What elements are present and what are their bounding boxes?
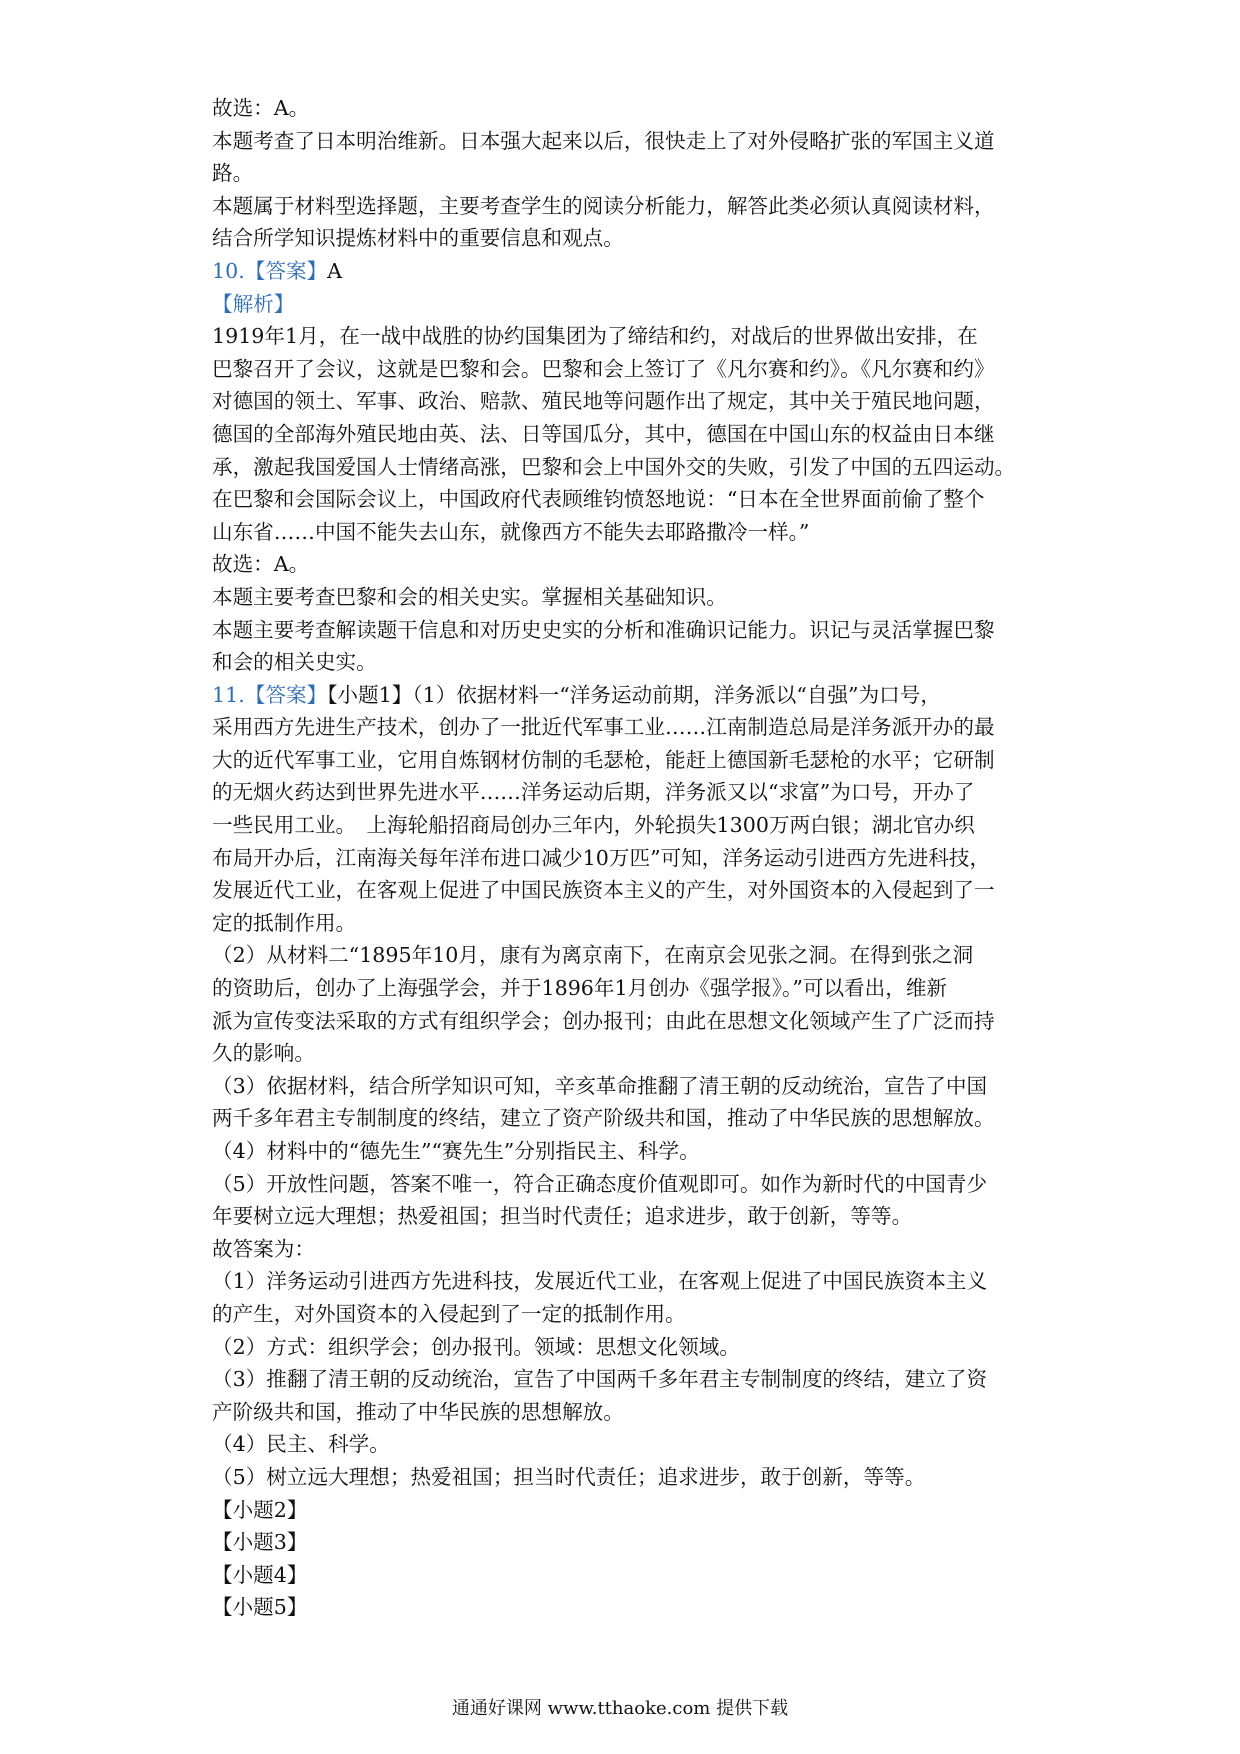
line-text: 本题考查了日本明治维新。日本强大起来以后，很快走上了对外侵略扩张的军国主义道	[212, 128, 995, 153]
text-line	[212, 1428, 1044, 1461]
text-line	[212, 744, 1044, 777]
text-line	[212, 679, 1044, 712]
text-line	[212, 1526, 1044, 1559]
text-line	[212, 353, 1044, 386]
text-line	[212, 1461, 1044, 1494]
text-line	[212, 776, 1044, 809]
line-text: 1919年1月，在一战中战胜的协约国集团为了缔结和约，对战后的世界做出安排，在	[212, 324, 978, 349]
text-line	[212, 1559, 1044, 1592]
text-line	[212, 320, 1044, 353]
line-text: （2）方式：组织学会；创办报刊。领域：思想文化领域。	[212, 1334, 740, 1359]
line-text: 【小题3】	[212, 1530, 308, 1555]
text-line	[212, 125, 1044, 158]
line-text: 巴黎召开了会议，这就是巴黎和会。巴黎和会上签订了《凡尔赛和约》。《凡尔赛和约》	[212, 356, 995, 381]
text-line	[212, 711, 1044, 744]
line-text: 故选：A。	[212, 552, 310, 577]
text-line	[212, 157, 1044, 190]
text-line	[212, 1037, 1044, 1070]
line-text: 在巴黎和会国际会议上，中国政府代表顾维钧愤怒地说：“日本在全世界面前偷了整个	[212, 487, 985, 512]
line-text: 本题属于材料型选择题，主要考查学生的阅读分析能力，解答此类必须认真阅读材料，	[212, 193, 995, 218]
text-line	[212, 92, 1044, 125]
line-text: 【小题5】	[212, 1595, 308, 1620]
answer-label: 10.【答案】	[212, 258, 328, 283]
text-line	[212, 1591, 1044, 1624]
line-text: 发展近代工业，在客观上促进了中国民族资本主义的产生，对外国资本的入侵起到了一	[212, 878, 995, 903]
line-text: 一些民用工业。 上海轮船招商局创办三年内，外轮损失1300万两白银；湖北官办织	[212, 813, 975, 838]
text-line	[212, 1135, 1044, 1168]
text-line	[212, 1363, 1044, 1396]
line-text: （1）洋务运动引进西方先进科技，发展近代工业，在客观上促进了中国民族资本主义	[212, 1269, 988, 1294]
text-line	[212, 1102, 1044, 1135]
line-text: 承，激起我国爱国人士情绪高涨，巴黎和会上中国外交的失败，引发了中国的五四运动。	[212, 454, 1016, 479]
line-text: （2）从材料二“1895年10月，康有为离京南下，在南京会见张之洞。在得到张之洞	[212, 943, 974, 968]
text-line	[212, 646, 1044, 679]
text-line	[212, 1005, 1044, 1038]
text-line	[212, 1331, 1044, 1364]
text-line	[212, 190, 1044, 223]
text-line	[212, 1168, 1044, 1201]
line-text: 定的抵制作用。	[212, 910, 357, 935]
line-text: 德国的全部海外殖民地由英、法、日等国瓜分，其中，德国在中国山东的权益由日本继	[212, 421, 995, 446]
line-text: （4）民主、科学。	[212, 1432, 390, 1457]
line-text: 采用西方先进生产技术，创办了一批近代军事工业……江南制造总局是洋务派开办的最	[212, 715, 995, 740]
line-text: （5）开放性问题，答案不唯一，符合正确态度价值观即可。如作为新时代的中国青少	[212, 1171, 988, 1196]
text-line	[212, 1396, 1044, 1429]
answer-content	[212, 92, 1044, 1624]
line-text: 结合所学知识提炼材料中的重要信息和观点。	[212, 226, 624, 251]
text-line	[212, 1265, 1044, 1298]
answer-label: 11.【答案】	[212, 682, 328, 707]
text-line	[212, 809, 1044, 842]
text-line	[212, 418, 1044, 451]
line-text: 年要树立远大理想；热爱祖国；担当时代责任；追求进步，敢于创新，等等。	[212, 1204, 913, 1229]
text-line	[212, 516, 1044, 549]
text-line	[212, 548, 1044, 581]
line-text: 本题主要考查巴黎和会的相关史实。掌握相关基础知识。	[212, 584, 727, 609]
line-text: 派为宣传变法采取的方式有组织学会；创办报刊；由此在思想文化领域产生了广泛而持	[212, 1008, 995, 1033]
text-line	[212, 483, 1044, 516]
text-line	[212, 1494, 1044, 1527]
line-text: 大的近代军事工业，它用自炼钢材仿制的毛瑟枪，能赶上德国新毛瑟枪的水平；它研制	[212, 747, 995, 772]
line-text: 布局开办后，江南海关每年洋布进口减少10万匹”可知，洋务运动引进西方先进科技，	[212, 845, 991, 870]
text-line	[212, 972, 1044, 1005]
text-line	[212, 907, 1044, 940]
text-line	[212, 255, 1044, 288]
text-line	[212, 451, 1044, 484]
line-text: （4）材料中的“德先生”“赛先生”分别指民主、科学。	[212, 1139, 700, 1163]
line-text: 的无烟火药达到世界先进水平……洋务运动后期，洋务派又以“求富”为口号，开办了	[212, 780, 975, 805]
line-text: 两千多年君主专制制度的终结，建立了资产阶级共和国，推动了中华民族的思想解放。	[212, 1106, 995, 1131]
text-line	[212, 385, 1044, 418]
text-line	[212, 1233, 1044, 1266]
text-line	[212, 581, 1044, 614]
line-text: 故选：A。	[212, 96, 310, 120]
text-line	[212, 939, 1044, 972]
text-line	[212, 842, 1044, 875]
line-text: 【小题2】	[212, 1497, 308, 1522]
line-text: 和会的相关史实。	[212, 650, 377, 675]
line-text: （3）推翻了清王朝的反动统治，宣告了中国两千多年君主专制制度的终结，建立了资	[212, 1367, 988, 1392]
line-text: 的资助后，创办了上海强学会，并于1896年1月创办《强学报》。”可以看出，维新	[212, 976, 948, 1001]
text-line	[212, 222, 1044, 255]
line-text: 产阶级共和国，推动了中华民族的思想解放。	[212, 1399, 624, 1424]
page-footer: 通通好课网 www.tthaoke.com 提供下载	[451, 1698, 789, 1719]
line-text: （5）树立远大理想；热爱祖国；担当时代责任；追求进步，敢于创新，等等。	[212, 1464, 926, 1489]
text-line	[212, 874, 1044, 907]
text-line	[212, 1200, 1044, 1233]
text-line	[212, 1070, 1044, 1103]
line-text: 山东省……中国不能失去山东，就像西方不能失去耶路撒冷一样。”	[212, 519, 810, 544]
line-text: 故答案为：	[212, 1236, 315, 1261]
line-text: 的产生，对外国资本的入侵起到了一定的抵制作用。	[212, 1301, 686, 1326]
line-text: 路。	[212, 161, 254, 186]
line-text: 对德国的领土、军事、政治、赔款、殖民地等问题作出了规定，其中关于殖民地问题，	[212, 389, 995, 414]
text-line	[212, 614, 1044, 647]
text-line	[212, 1298, 1044, 1331]
text-line	[212, 288, 1044, 321]
line-text: A	[327, 258, 343, 283]
line-text: （3）依据材料，结合所学知识可知，辛亥革命推翻了清王朝的反动统治，宣告了中国	[212, 1073, 988, 1098]
line-text: 【小题4】	[212, 1562, 308, 1587]
line-text: 本题主要考查解读题干信息和对历史史实的分析和准确识记能力。识记与灵活掌握巴黎	[212, 617, 995, 642]
answer-label: 【解析】	[212, 291, 295, 316]
line-text: 久的影响。	[212, 1041, 315, 1066]
line-text: 【小题1】（1）依据材料一“洋务运动前期，洋务派以“自强”为口号，	[327, 682, 941, 707]
